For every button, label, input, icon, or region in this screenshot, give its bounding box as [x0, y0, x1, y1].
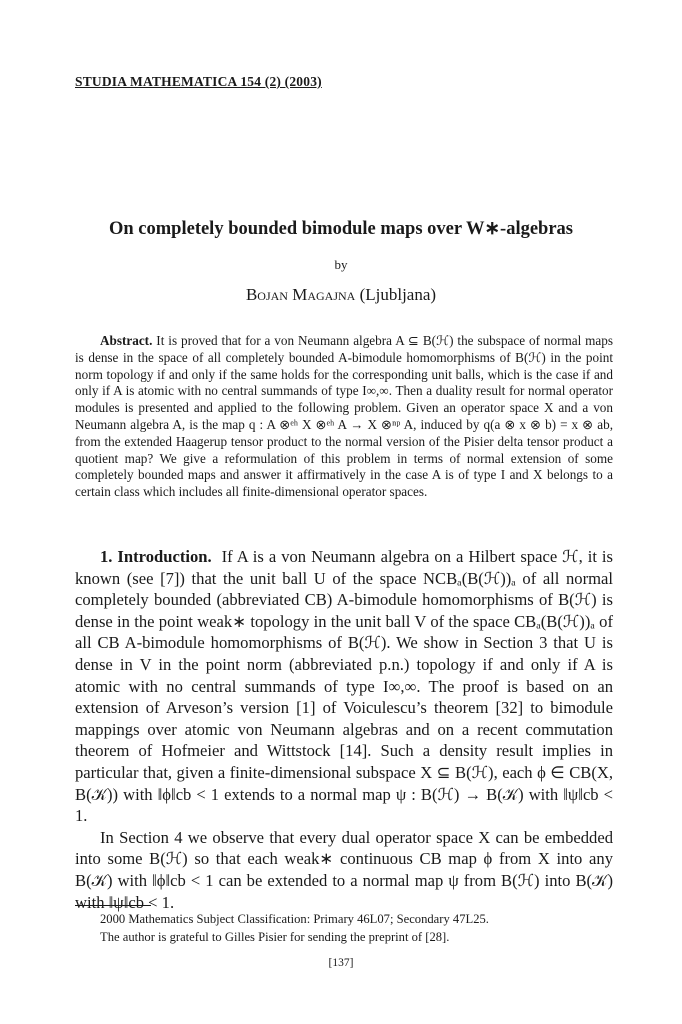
journal-header: STUDIA MATHEMATICA 154 (2) (2003) [75, 74, 322, 89]
intro-paragraph-1 [75, 546, 613, 827]
footnote-thanks: The author is grateful to Gilles Pisier for sending the preprint of [28]. [100, 930, 450, 944]
abstract [75, 333, 613, 501]
footnote-msc: 2000 Mathematics Subject Classification: Primary 46L07; Secondary 47L25. [100, 912, 489, 926]
intro-paragraph-1-text: If A is a von Neumann algebra on a Hilbert space ℋ, it is known (see [7]) that the unit ball U of the space NCBₐ(B(ℋ))ₐ of all normal completely bounded (abbreviated CB) A-bimodule homomorphisms of B(ℋ) is dense in the point weak∗ topology in the unit ball V of the space CBₐ(B(ℋ))ₐ of all CB A-bimodule homomorphisms of B(ℋ). We show in Section 3 that U is dense in V in the point norm (abbreviated p.n.) topology if and only if A is atomic with no central summands of type I∞,∞. The proof is based on an extension of Arveson’s version [1] of Voiculescu’s theorem [32] to bimodule mappings over atomic von Neumann algebras and on a recent commutation theorem of Hofmeier and Wittstock [14]. Such a density result implies in particular that, given a finite-dimensional subspace X ⊆ B(ℋ), each ϕ ∈ CB(X, B(𝒦)) with ‖ϕ‖cb < 1 extends to a normal map ψ : B(ℋ) → B(𝒦) with ‖ψ‖cb < 1. [75, 547, 613, 826]
page-number: [137] [328, 957, 354, 969]
author-line [0, 285, 682, 305]
section-heading: 1. Introduction. [100, 547, 212, 566]
paper-title: On completely bounded bimodule maps over W∗-algebras [109, 219, 573, 239]
abstract-label: Abstract. [100, 333, 153, 348]
author-name: Bojan Magajna [245, 285, 356, 304]
introduction-section [75, 546, 613, 913]
intro-paragraph-2: In Section 4 we observe that every dual operator space X can be embedded into some B(ℋ) so that each weak∗ continuous CB map ϕ from X into any B(𝒦) with ‖ϕ‖cb < 1 can be extended to a normal map ψ from B(ℋ) into B(𝒦) with ‖ψ‖cb < 1. [75, 827, 613, 912]
by-line: by [334, 257, 348, 272]
footnote-rule [75, 905, 151, 906]
abstract-text: It is proved that for a von Neumann algebra A ⊆ B(ℋ) the subspace of normal maps is dense in the space of all completely bounded A-bimodule homomorphisms of B(ℋ) in the point norm topology if and only if the same holds for the corresponding unit balls, which is the case if and only if A is atomic with no central summands of type I∞,∞. Then a duality result for normal operator modules is presented and applied to the following problem. Given an operator space X and a von Neumann algebra A, is the map q : A ⊗ᵉʰ X ⊗ᵉʰ A → X ⊗ⁿᵖ A, induced by q(a ⊗ x ⊗ b) = x ⊗ ab, from the extended Haagerup tensor product to the normal version of the Pisier delta tensor product a quotient map? We give a reformulation of this problem in terms of normal extension of some completely bounded maps and answer it affirmatively in the case A is of type I and X belongs to a certain class which includes all finite-dimensional operator spaces. [75, 333, 613, 500]
author-affiliation: (Ljubljana) [359, 285, 437, 304]
